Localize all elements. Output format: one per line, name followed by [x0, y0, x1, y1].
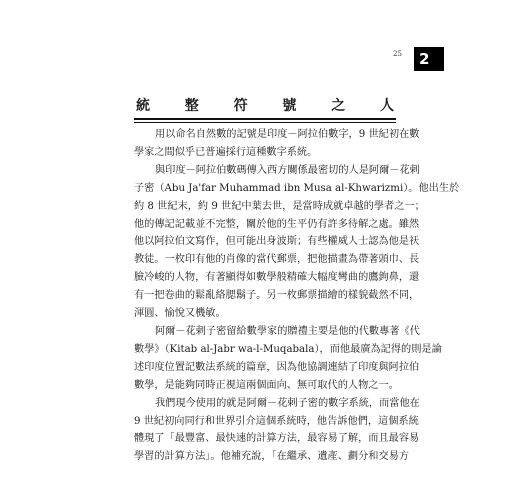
section-title-char: 人 — [379, 98, 394, 114]
text-line: 有一把卷曲的鬆亂絡腮鬍子。另一枚郵票描繪的樣貌截然不同， — [134, 290, 420, 302]
text-line: 阿爾－花剌子密留給數學家的贈禮主要是他的代數專著《代 — [155, 325, 420, 337]
section-title-char: 之 — [331, 98, 346, 114]
section-title-char: 整 — [184, 98, 199, 114]
text-line: 渾圓、愉悅又機敏。 — [134, 308, 226, 320]
text-line: 與印度－阿拉伯數碼傳入西方關係最密切的人是阿爾－花剌 — [155, 164, 420, 176]
section-title — [134, 95, 396, 118]
paragraph — [134, 126, 420, 162]
text-line: 教徒。一枚印有他的肖像的當代郵票，把他描畫為帶著頭巾、長 — [134, 254, 420, 266]
text-line: 他以阿拉伯文寫作，但可能出身波斯；有些權威人士認為他是祆 — [134, 236, 420, 248]
paragraph — [134, 323, 442, 395]
section-header — [134, 95, 396, 123]
text-line: 用以命名自然數的記號是印度－阿拉伯數字，9 世紀初在數 — [155, 129, 420, 140]
text-line: 我們現今使用的就是阿爾－花剌子密的數字系統，而當他在 — [155, 397, 420, 409]
section-title-char: 符 — [233, 98, 248, 114]
text-line: 9 世紀初向同行和世界引介這個系統時，他告訴他們，這個系統 — [134, 415, 419, 427]
text-line: 臉冷峻的人物，有著顯得如數學般精確大幅度彎曲的鷹鉤鼻，還 — [134, 272, 420, 284]
section-title-char: 統 — [136, 98, 150, 114]
text-line: 他的傳記記載並不完整，關於他的生平仍有許多待解之處。雖然 — [134, 218, 420, 230]
section-rule-thin — [134, 122, 396, 123]
section-title-char: 號 — [282, 98, 297, 114]
page-number: 25 — [393, 50, 402, 58]
section-rule — [134, 118, 396, 120]
chapter-tab: 2 — [414, 47, 444, 71]
text-line: 體現了「最豐富、最快速的計算方法，最容易了解，而且最容易 — [134, 433, 420, 445]
paragraph — [134, 162, 460, 323]
paragraph — [134, 395, 420, 467]
text-line: 數學》（Kitab al-Jabr wa-l-Muqabala），而他最廣為記得的則是論 — [134, 343, 442, 355]
body-text — [134, 126, 460, 466]
text-line: 述印度位置記數法系統的篇章，因為他協調連結了印度與阿拉伯 — [134, 361, 420, 373]
text-line: 約 8 世紀末，約 9 世紀中葉去世，是當時成就卓越的學者之一； — [134, 200, 425, 212]
text-line: 子密（Abu Ja'far Muhammad ibn Musa al-Khwarizmi）。他出生於 — [134, 182, 460, 194]
text-line: 數學，是能夠同時正視這兩個面向、無可取代的人物之一。 — [134, 379, 399, 391]
text-line: 學習的計算方法」。他補充說，「在繼承、遺產、劃分和交易方 — [134, 451, 410, 463]
text-line: 學家之間似乎已普遍採行這種數字系統。 — [134, 146, 318, 158]
